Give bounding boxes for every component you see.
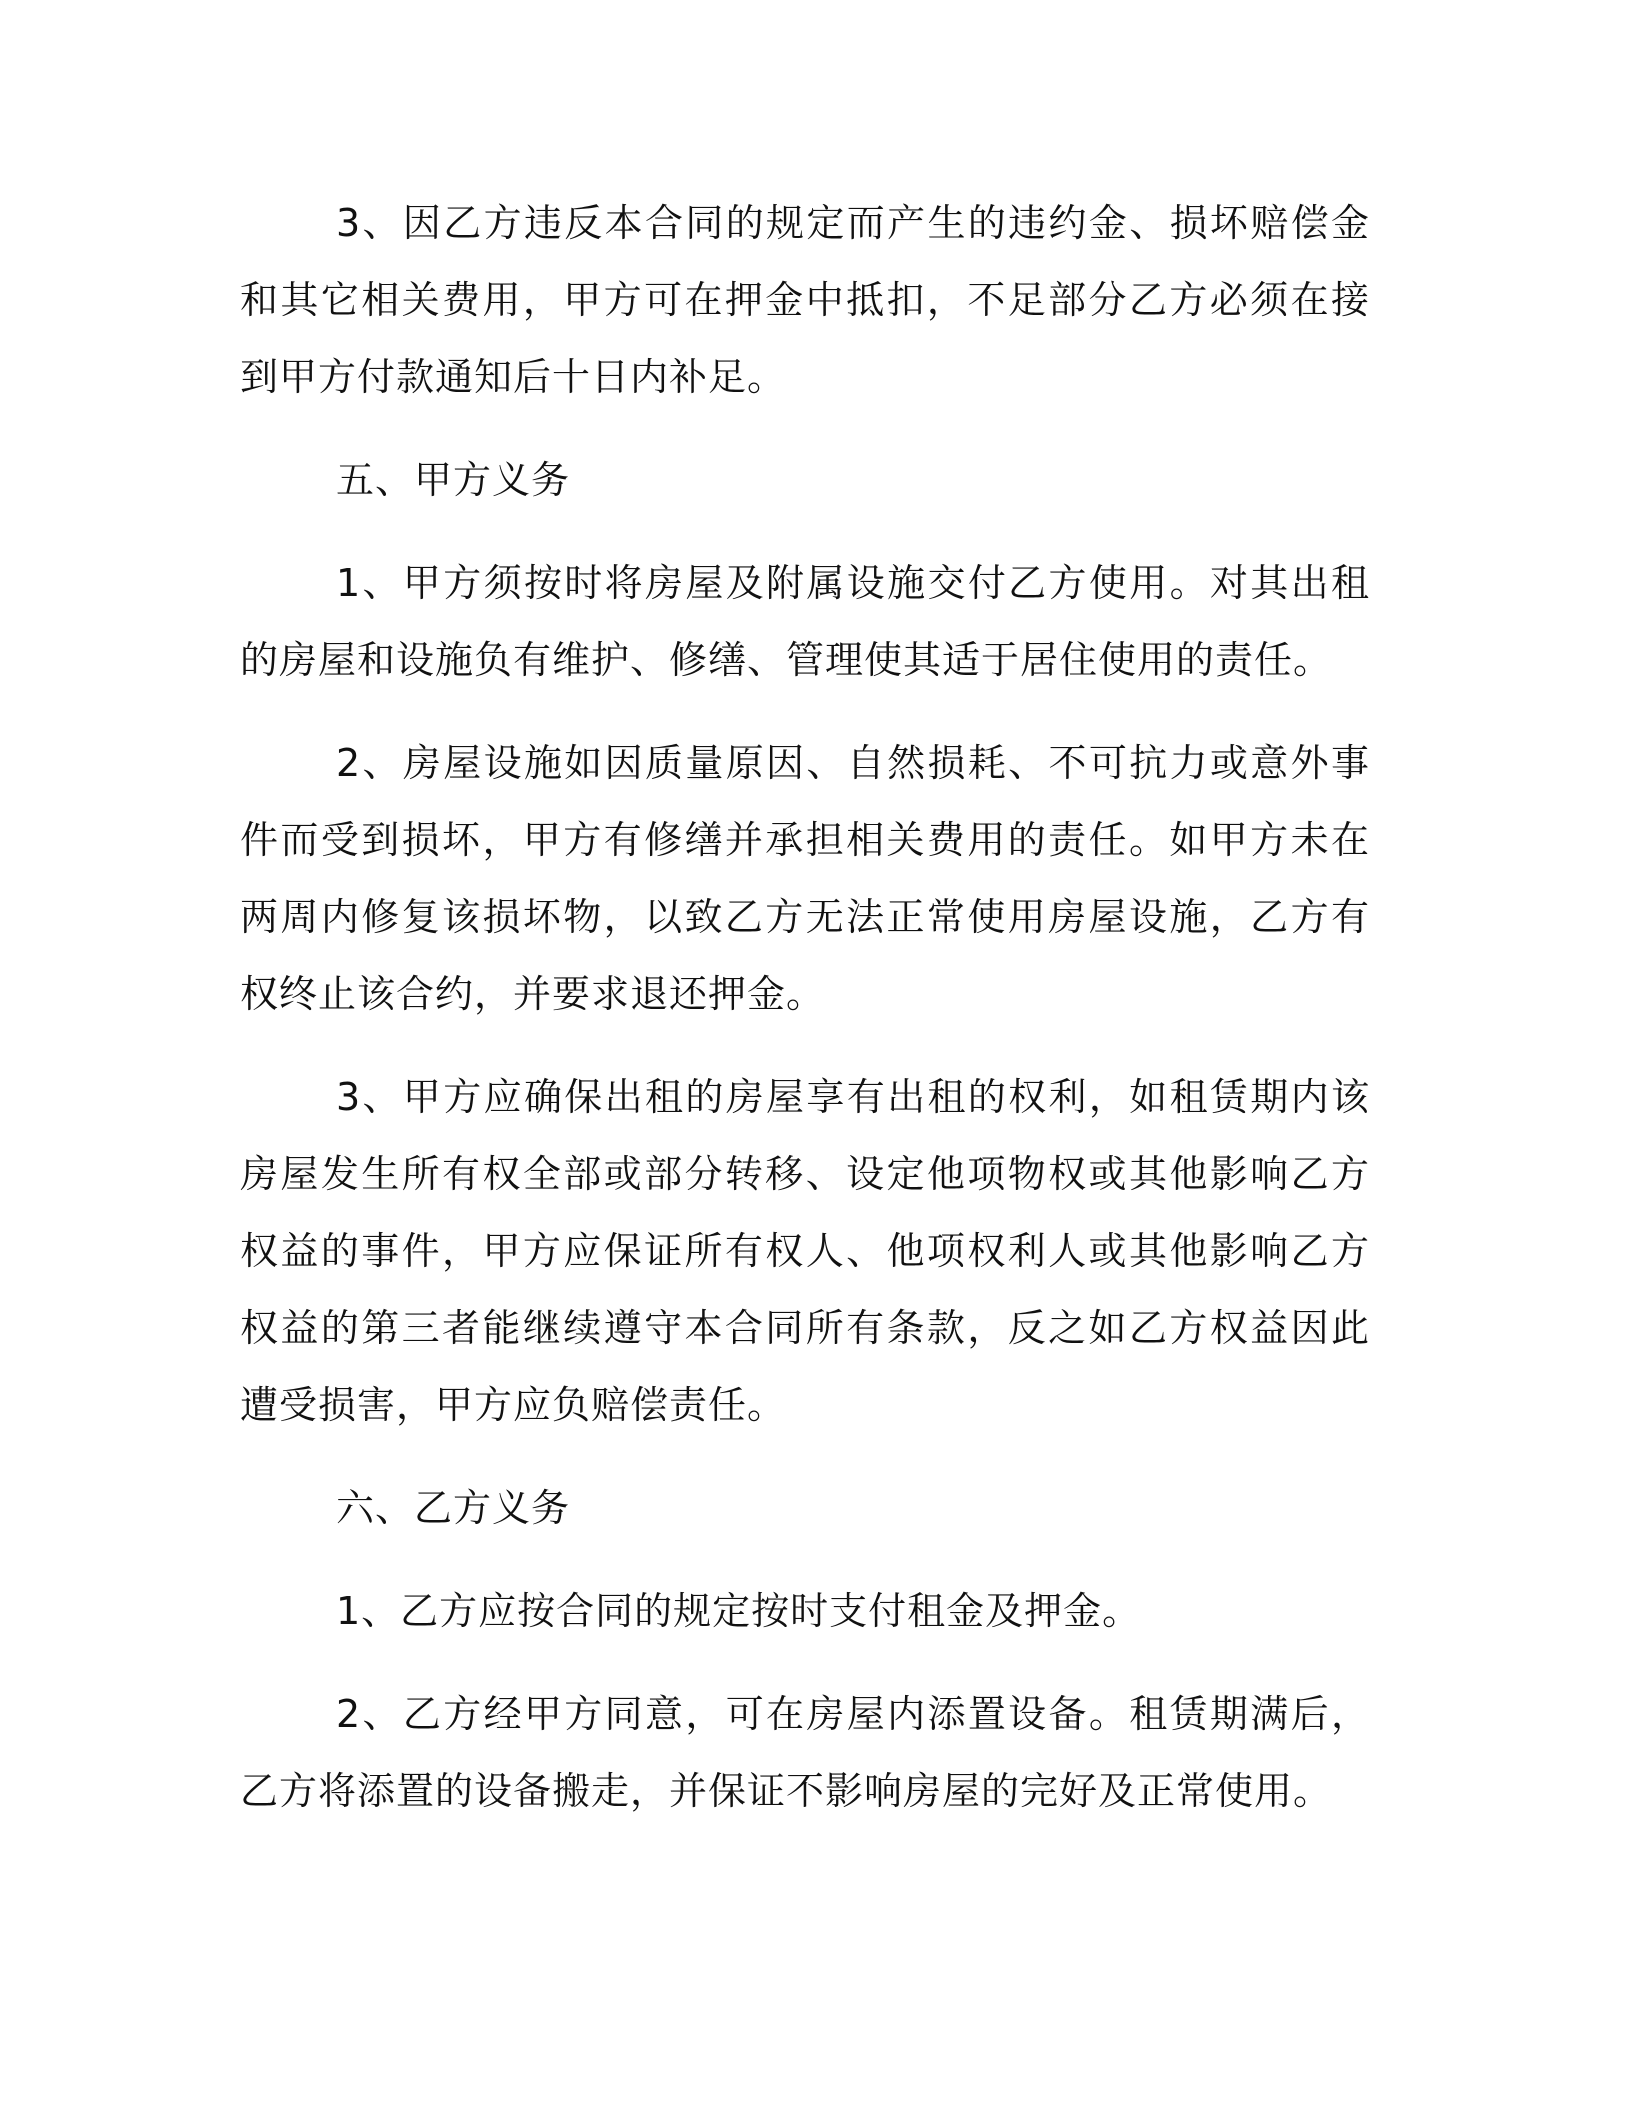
section-heading: 六、乙方义务: [336, 1486, 571, 1530]
clause-paragraph: 3、甲方应确保出租的房屋享有出租的权利，如租赁期内该房屋发生所有权全部或部分转移、设定他项物权或其他影响乙方权益的事件，甲方应保证所有权人、他项权利人或其他影响乙方权益的第三者能继续遵守本合同所有条款，反之如乙方权益因此遭受损害，甲方应负赔偿责任。: [240, 1075, 1370, 1427]
clause-paragraph: 3、因乙方违反本合同的规定而产生的违约金、损坏赔偿金和其它相关费用，甲方可在押金中抵扣，不足部分乙方必须在接到甲方付款通知后十日内补足。: [240, 201, 1370, 399]
section-heading: 五、甲方义务: [336, 458, 571, 502]
clause-paragraph: 2、房屋设施如因质量原因、自然损耗、不可抗力或意外事件而受到损坏，甲方有修缮并承担相关费用的责任。如甲方未在两周内修复该损坏物，以致乙方无法正常使用房屋设施，乙方有权终止该合约，并要求退还押金。: [240, 741, 1370, 1016]
document-body: [240, 185, 1370, 1830]
clause-paragraph: 1、甲方须按时将房屋及附属设施交付乙方使用。对其出租的房屋和设施负有维护、修缮、管理使其适于居住使用的责任。: [240, 561, 1370, 682]
clause-paragraph: 2、乙方经甲方同意，可在房屋内添置设备。租赁期满后，乙方将添置的设备搬走，并保证不影响房屋的完好及正常使用。: [240, 1692, 1370, 1813]
clause-paragraph: 1、乙方应按合同的规定按时支付租金及押金。: [336, 1589, 1142, 1633]
